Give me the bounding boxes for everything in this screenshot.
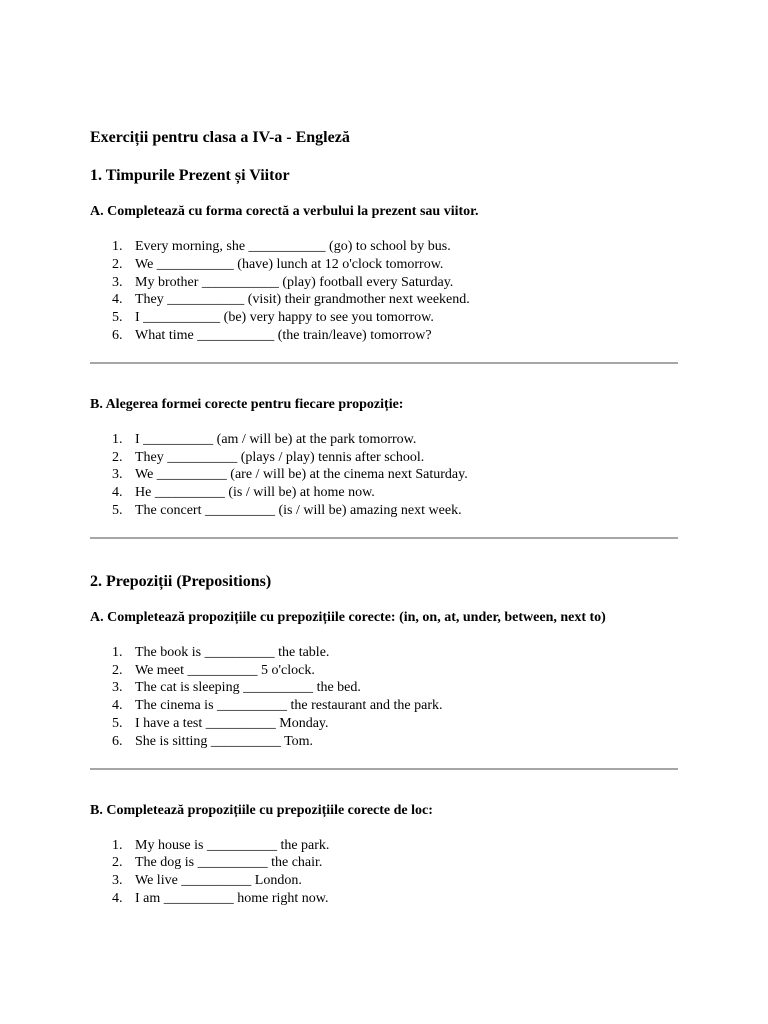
list-item — [90, 662, 678, 680]
item-number: 3. — [112, 467, 123, 483]
list-item — [90, 238, 678, 256]
item-text: Every morning, she ___________ (go) to school by bus. — [135, 239, 451, 254]
item-text: He __________ (is / will be) at home now. — [135, 485, 375, 501]
horizontal-divider — [90, 362, 678, 364]
item-number: 4. — [112, 890, 123, 906]
item-text: They ___________ (visit) their grandmother next weekend. — [135, 292, 470, 308]
item-text: They __________ (plays / play) tennis after school. — [135, 449, 425, 465]
section-1-part-b-heading: B. Alegerea formei corecte pentru fiecare propoziție: — [90, 396, 404, 412]
item-text: My brother ___________ (play) football every Saturday. — [135, 274, 454, 290]
list-item — [90, 327, 678, 345]
item-number: 2. — [112, 662, 123, 678]
section-2-part-a-list — [90, 644, 678, 751]
item-number: 5. — [112, 715, 123, 731]
section-2-part-b-heading: B. Completează propozițiile cu prepozițiile corecte de loc: — [90, 802, 433, 818]
item-text: My house is __________ the park. — [135, 837, 330, 853]
item-number: 5. — [112, 310, 123, 326]
item-number: 4. — [112, 292, 123, 308]
section-1-part-b-list — [90, 431, 678, 520]
item-text: I __________ (am / will be) at the park tomorrow. — [135, 431, 417, 447]
section-2-part-a-heading: A. Completează propozițiile cu prepozițiile corecte: (in, on, at, under, between, next to) — [90, 609, 606, 625]
item-number: 4. — [112, 485, 123, 501]
list-item — [90, 256, 678, 274]
list-item — [90, 837, 678, 855]
item-text: The book is __________ the table. — [135, 644, 330, 660]
horizontal-divider — [90, 537, 678, 539]
section-2-part-b-list — [90, 837, 678, 908]
item-number: 1. — [112, 837, 123, 853]
item-text: The concert __________ (is / will be) amazing next week. — [135, 502, 462, 518]
section-1-part-a-list — [90, 238, 678, 345]
item-text: I have a test __________ Monday. — [135, 715, 329, 731]
section-1-title: 1. Timpurile Prezent și Viitor — [90, 167, 290, 184]
item-number: 5. — [112, 502, 123, 518]
item-number: 3. — [112, 680, 123, 696]
list-item — [90, 484, 678, 502]
item-text: We meet __________ 5 o'clock. — [135, 662, 315, 678]
list-item — [90, 274, 678, 292]
item-number: 6. — [112, 733, 123, 749]
item-text: We __________ (are / will be) at the cinema next Saturday. — [135, 467, 468, 483]
section-2-title: 2. Prepoziții (Prepositions) — [90, 572, 272, 590]
list-item — [90, 309, 678, 327]
item-text: What time ___________ (the train/leave) tomorrow? — [135, 327, 432, 343]
list-item — [90, 449, 678, 467]
item-number: 1. — [112, 644, 123, 660]
item-number: 4. — [112, 698, 123, 714]
item-number: 2. — [112, 449, 123, 465]
item-number: 2. — [112, 855, 123, 871]
item-number: 1. — [112, 431, 123, 447]
item-text: I ___________ (be) very happy to see you tomorrow. — [135, 310, 434, 326]
document-page — [90, 127, 678, 908]
item-number: 3. — [112, 873, 123, 889]
list-item — [90, 854, 678, 872]
item-number: 6. — [112, 327, 123, 343]
horizontal-divider — [90, 768, 678, 770]
list-item — [90, 431, 678, 449]
item-text: I am __________ home right now. — [135, 890, 329, 906]
list-item — [90, 733, 678, 751]
section-1-part-a-heading: A. Completează cu forma corectă a verbului la prezent sau viitor. — [90, 204, 479, 219]
item-number: 3. — [112, 274, 123, 290]
list-item — [90, 697, 678, 715]
list-item — [90, 890, 678, 908]
item-text: The dog is __________ the chair. — [135, 855, 323, 871]
list-item — [90, 872, 678, 890]
item-text: We live __________ London. — [135, 873, 302, 889]
list-item — [90, 291, 678, 309]
item-text: We ___________ (have) lunch at 12 o'clock tomorrow. — [135, 256, 444, 272]
item-text: The cinema is __________ the restaurant and the park. — [135, 698, 443, 714]
list-item — [90, 502, 678, 520]
list-item — [90, 466, 678, 484]
item-text: She is sitting __________ Tom. — [135, 733, 314, 749]
item-text: The cat is sleeping __________ the bed. — [135, 680, 361, 696]
item-number: 1. — [112, 239, 123, 254]
list-item — [90, 679, 678, 697]
document-title: Exerciții pentru clasa a IV-a - Engleză — [90, 129, 350, 146]
list-item — [90, 715, 678, 733]
list-item — [90, 644, 678, 662]
item-number: 2. — [112, 256, 123, 272]
